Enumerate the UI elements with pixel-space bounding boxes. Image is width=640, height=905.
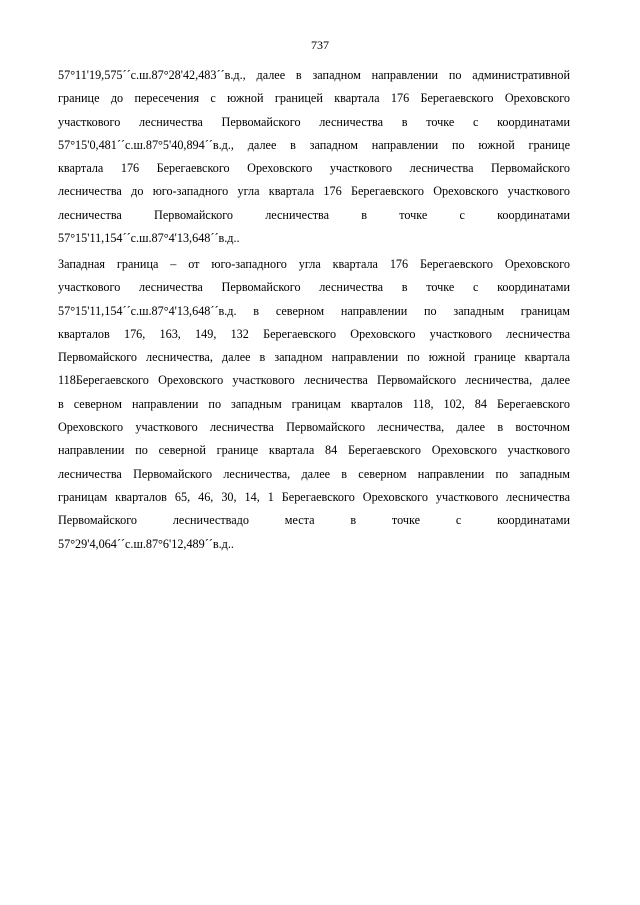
text-line: участкового лесничества Первомайского лесничества в точке с координатами bbox=[58, 114, 570, 129]
text-line: Ореховского участкового лесничества Первомайского лесничества, далее в восточном bbox=[58, 420, 570, 435]
text-line: 57°29'4,064´´с.ш.87°6'12,489´´в.д.. bbox=[58, 536, 234, 551]
text-line: 118Берегаевского Ореховского участкового лесничества Первомайского лесничества, далее bbox=[58, 373, 570, 388]
text-line: лесничества до юго-западного угла квартала 176 Берегаевского Ореховского участкового bbox=[58, 184, 570, 199]
text-line: квартала 176 Берегаевского Ореховского участкового лесничества Первомайского bbox=[58, 161, 570, 176]
text-line: участкового лесничества Первомайского лесничества в точке с координатами bbox=[58, 280, 570, 295]
page-number: 737 bbox=[311, 38, 329, 52]
text-line: кварталов 176, 163, 149, 132 Берегаевского Ореховского участкового лесничества bbox=[58, 326, 570, 341]
text-line: 57°15'11,154´´с.ш.87°4'13,648´´в.д. в северном направлении по западным границам bbox=[58, 303, 570, 318]
text-line: Первомайского лесничества, далее в западном направлении по южной границе квартала bbox=[58, 350, 570, 365]
text-line: лесничества Первомайского лесничества, далее в северном направлении по западным bbox=[58, 466, 570, 481]
text-line: лесничества Первомайского лесничества в точке с координатами bbox=[58, 207, 570, 222]
western-boundary-paragraph bbox=[58, 253, 570, 556]
text-line: 57°11'19,575´´с.ш.87°28'42,483´´в.д., далее в западном направлении по административной bbox=[58, 68, 570, 82]
text-line: 57°15'11,154´´с.ш.87°4'13,648´´в.д.. bbox=[58, 231, 240, 246]
text-line: Западная граница – от юго-западного угла квартала 176 Берегаевского Ореховского bbox=[58, 257, 570, 271]
text-line: в северном направлении по западным границам кварталов 118, 102, 84 Берегаевского bbox=[58, 396, 570, 411]
boundary-continuation-paragraph bbox=[58, 64, 570, 250]
text-line: 57°15'0,481´´с.ш.87°5'40,894´´в.д., далее в западном направлении по южной границе bbox=[58, 137, 570, 152]
text-line: направлении по северной границе квартала 84 Берегаевского Ореховского участкового bbox=[58, 443, 570, 458]
text-line: границе до пересечения с южной границей квартала 176 Берегаевского Ореховского bbox=[58, 91, 570, 106]
text-line: границам кварталов 65, 46, 30, 14, 1 Берегаевского Ореховского участкового лесничества bbox=[58, 489, 570, 504]
text-line: Первомайского лесничествадо места в точке с координатами bbox=[58, 513, 570, 528]
